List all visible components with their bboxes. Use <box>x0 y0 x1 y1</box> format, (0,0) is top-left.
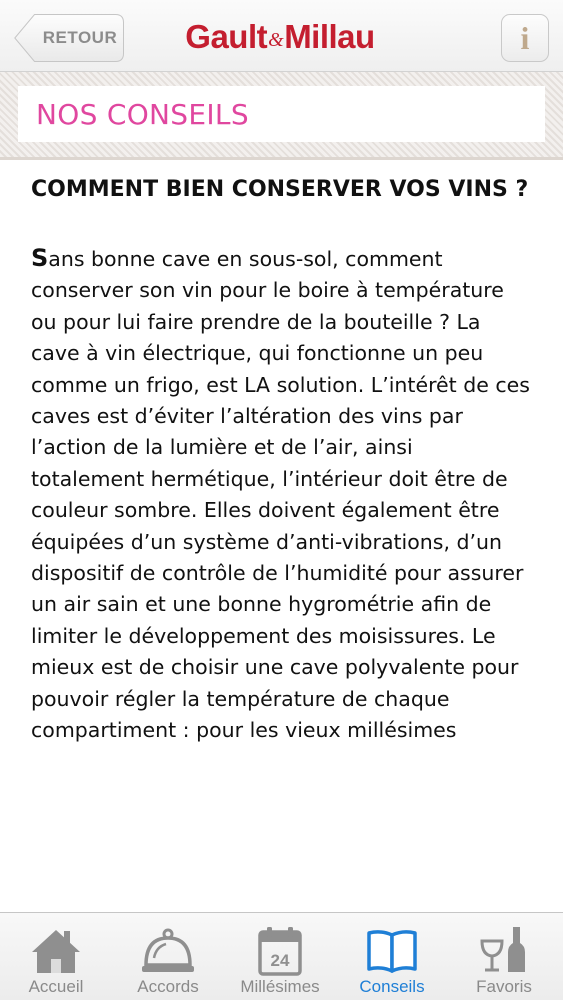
article-title: COMMENT BIEN CONSERVER VOS VINS ? <box>31 177 529 202</box>
tab-conseils[interactable] <box>336 913 448 1001</box>
section-title-box <box>18 86 545 142</box>
section-title: NOS CONSEILS <box>36 98 249 131</box>
tab-accueil[interactable] <box>0 913 112 1001</box>
tab-label: Favoris <box>476 977 532 996</box>
logo-text-left: Gault <box>185 18 268 55</box>
info-button[interactable] <box>501 14 549 62</box>
tab-label: Accords <box>137 977 199 996</box>
wine-glass-bottle-icon <box>476 925 532 977</box>
cloche-icon <box>140 925 196 977</box>
back-button-label: RETOUR <box>42 28 118 47</box>
article-body-text: ans bonne cave en sous-sol, comment conserver son vin pour le boire à température ou pour lui faire prendre de la bouteille ? La cave à vin électrique, qui fonctionne un peu comme un frigo, est LA solution. L’intérêt de ces caves est d’éviter l’altération des vins par l’action de la lumière et de l’air, ainsi totalement hermétique, l’intérieur doit être de couleur sombre. Elles doivent également être équipées d’un système d’anti-vibrations, d’un dispositif de contrôle de l’humidité pour assurer un air sain et une bonne hygrométrie afin de limiter le développement des moisissures. Le mieux est de choisir une cave polyvalente pour pouvoir régler la température de chaque compartiment : pour les vieux millésimes <box>31 247 530 743</box>
calendar-icon <box>252 925 308 977</box>
tab-bar <box>0 912 563 1000</box>
tab-label: Accueil <box>28 977 84 996</box>
gault-millau-logo <box>150 12 410 62</box>
article-body <box>31 243 531 747</box>
home-icon <box>28 925 84 977</box>
calendar-number: 24 <box>270 951 290 970</box>
article-dropcap: S <box>31 244 49 272</box>
tab-accords[interactable] <box>112 913 224 1001</box>
tab-label: Millésimes <box>240 977 320 996</box>
info-icon: i <box>520 20 530 56</box>
logo-ampersand: & <box>268 29 284 51</box>
logo-text-right: Millau <box>284 18 375 55</box>
section-header-band <box>0 72 563 160</box>
tab-millesimes[interactable] <box>224 913 336 1001</box>
article-content <box>31 172 531 747</box>
tab-favoris[interactable] <box>448 913 560 1001</box>
navigation-bar <box>0 0 563 72</box>
tab-label: Conseils <box>359 977 425 996</box>
back-button[interactable] <box>14 14 124 62</box>
open-book-icon <box>364 925 420 977</box>
